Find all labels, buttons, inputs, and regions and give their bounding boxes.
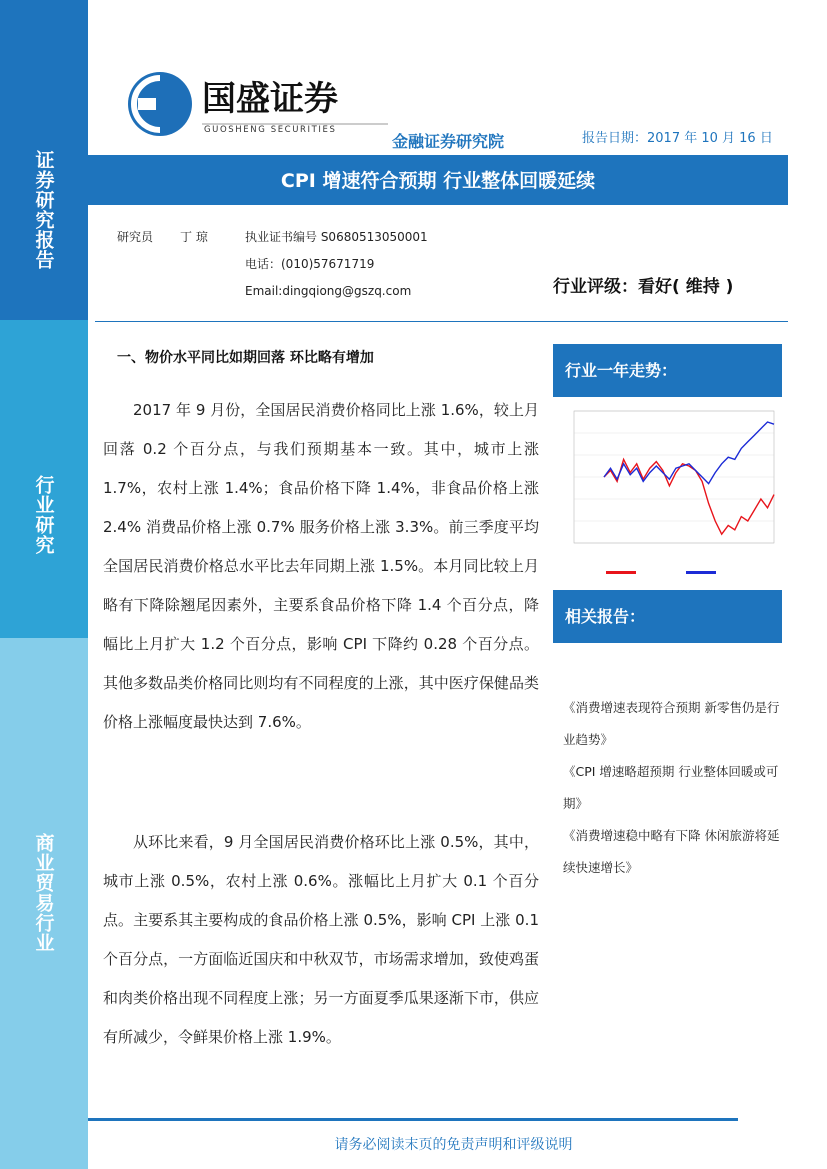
chart-axes [574,411,774,574]
related-report-item[interactable]: 《CPI 增速略超预期 行业整体回暖或可期》 [563,764,779,811]
svg-text:GUOSHENG SECURITIES: GUOSHENG SECURITIES [204,125,337,135]
report-date: 报告日期：2017 年 10 月 16 日 [582,131,773,146]
analyst-license: 执业证书编号 S0680513050001 [245,230,428,244]
chart-lines [604,422,774,534]
analyst-role: 研究员 [117,230,154,244]
analyst-email[interactable]: Email:dingqiong@gszq.com [245,284,412,298]
trend-chart [546,403,782,581]
side-strip-middle: 行业研究 [0,320,88,638]
trend-title: 行业一年走势： [553,344,782,397]
footer-disclaimer: 请务必阅读末页的免责声明和评级说明 [334,1137,573,1153]
divider [95,321,788,322]
legend-swatch [686,571,716,574]
paragraph-2: 从环比来看，9 月全国居民消费价格环比上涨 0.5%，其中，城市上涨 0.5%，农村上涨 0.6%。涨幅比上月扩大 0.1 个百分点。主要系其主要构成的食品价格上涨 0.5%，影响 CPI 上涨 0.1 个百分点，一方面临近国庆和中秋双节，市场需求增加，致使鸡蛋和肉类价格出现不同程度上涨；另一方面夏季瓜果逐渐下市，供应有所减少，令鲜果价格上涨 1.9%。 [103,833,539,1046]
series-line [604,459,774,534]
series-line [604,422,774,484]
footer-divider [88,1118,738,1121]
analyst-name: 丁 琼 [180,230,208,244]
section-heading: 一、物价水平同比如期回落 环比略有增加 [117,350,374,366]
side-strip-bottom: 商业贸易行业 [0,638,88,1169]
related-report-item[interactable]: 《消费增速表现符合预期 新零售仍是行业趋势》 [563,700,780,747]
related-reports [563,692,788,884]
guosheng-logo [126,68,388,140]
svg-text:国盛证券: 国盛证券 [202,79,338,119]
related-title: 相关报告： [553,590,782,643]
related-report-item[interactable]: 《消费增速稳中略有下降 休闲旅游将延续快速增长》 [563,828,780,875]
analyst-phone: 电话：(010)57671719 [245,257,375,271]
paragraph-1: 2017 年 9 月份，全国居民消费价格同比上涨 1.6%，较上月回落 0.2 个百分点，与我们预期基本一致。其中，城市上涨 1.7%，农村上涨 1.4%；食品价格下降 1.4%，非食品价格上涨 2.4% 消费品价格上涨 0.7% 服务价格上涨 3.3%。前三季度平均全国居民消费价格总水平比去年同期上涨 1.5%。本月同比较上月略有下降除翘尾因素外，主要系食品价格下降 1.4 个百分点，降幅比上月扩大 1.2 个百分点，影响 CPI 下降约 0.28 个百分点。其他多数品类价格同比则均有不同程度的上涨，其中医疗保健品类价格上涨幅度最快达到 7.6%。 [103,401,539,731]
report-title: CPI 增速符合预期 行业整体回暖延续 [88,155,788,205]
institute-name: 金融证券研究院 [392,132,505,151]
side-strip-top: 证券研究报告 [0,0,88,320]
industry-rating: 行业评级：看好( 维持 ) [553,277,734,297]
legend-swatch [606,571,636,574]
